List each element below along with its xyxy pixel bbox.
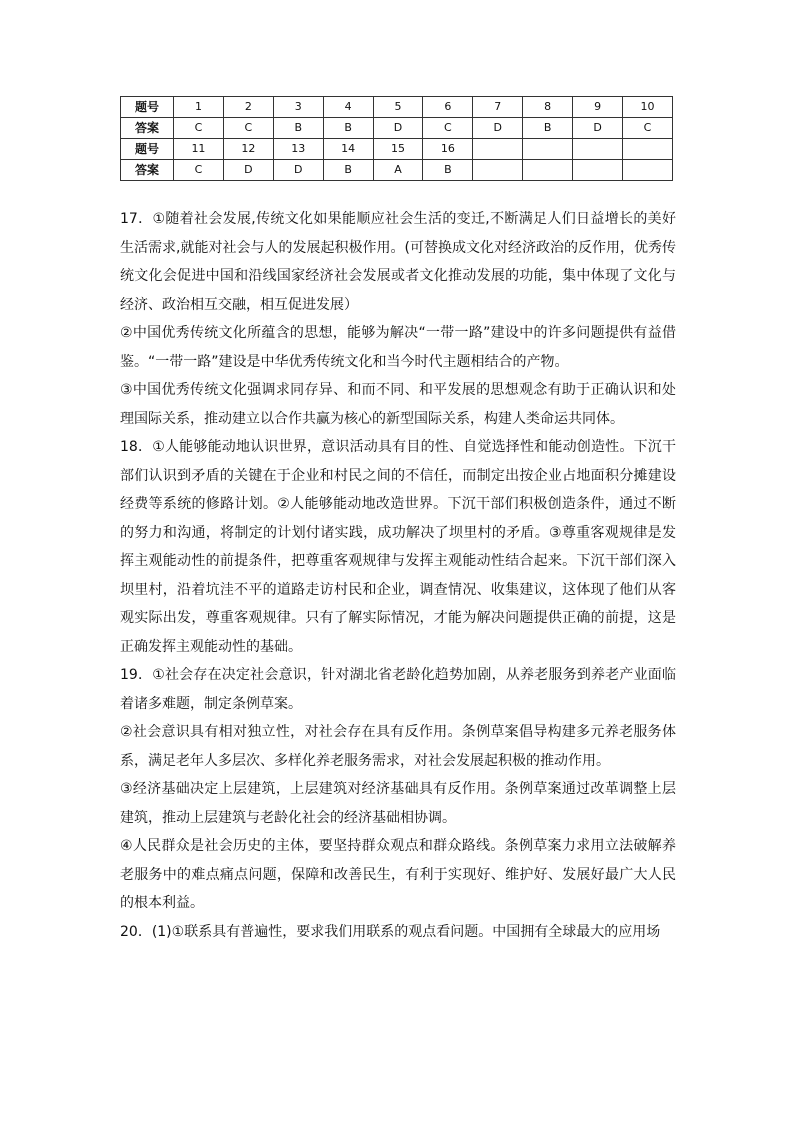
table-row [121, 139, 673, 160]
table-cell: 7 [473, 97, 523, 118]
table-cell: 12 [223, 139, 273, 160]
table-cell [473, 160, 523, 181]
table-cell: 14 [323, 139, 373, 160]
table-cell: 15 [373, 139, 423, 160]
table-cell: 16 [423, 139, 473, 160]
table-cell: C [423, 118, 473, 139]
table-cell: B [323, 118, 373, 139]
answer-19-point-1: 19．①社会存在决定社会意识，针对湖北省老龄化趋势加剧，从养老服务到养老产业面临着诸多难题，制定条例草案。 [120, 667, 676, 712]
table-cell: 2 [223, 97, 273, 118]
table-cell: D [273, 160, 323, 181]
table-cell: 9 [573, 97, 623, 118]
table-cell: 10 [623, 97, 673, 118]
table-cell: 5 [373, 97, 423, 118]
table-cell [573, 139, 623, 160]
answer-explanations [120, 205, 676, 946]
table-row [121, 118, 673, 139]
header-cell: 答案 [121, 160, 174, 181]
table-cell [523, 139, 573, 160]
table-cell: 6 [423, 97, 473, 118]
header-cell: 题号 [121, 139, 174, 160]
table-cell [623, 139, 673, 160]
table-cell [623, 160, 673, 181]
table-cell: 8 [523, 97, 573, 118]
table-cell: B [523, 118, 573, 139]
table-cell: C [174, 160, 224, 181]
table-cell: D [473, 118, 523, 139]
table-cell: 4 [323, 97, 373, 118]
table-cell: B [423, 160, 473, 181]
table-row [121, 97, 673, 118]
table-cell: 11 [174, 139, 224, 160]
answer-20-part-1: 20．(1)①联系具有普遍性，要求我们用联系的观点看问题。中国拥有全球最大的应用场 [120, 923, 661, 940]
answer-17-point-1: 17．①随着社会发展,传统文化如果能顺应社会生活的变迁,不断满足人们日益增长的美好生活需求,就能对社会与人的发展起积极作用。(可替换成文化对经济政治的反作用，优秀传统文化会促进中国和沿线国家经济社会发展或者文化推动发展的功能，集中体现了文化与经济、政治相互交融，相互促进发展） [120, 211, 676, 313]
table-cell: D [373, 118, 423, 139]
table-cell: 13 [273, 139, 323, 160]
table-row [121, 160, 673, 181]
header-cell: 题号 [121, 97, 174, 118]
answer-18: 18．①人能够能动地认识世界，意识活动具有目的性、自觉选择性和能动创造性。下沉干部们认识到矛盾的关键在于企业和村民之间的不信任，而制定出按企业占地面积分摊建设经费等系统的修路计划。②人能够能动地改造世界。下沉干部们积极创造条件，通过不断的努力和沟通，将制定的计划付诸实践，成功解决了坝里村的矛盾。③尊重客观规律是发挥主观能动性的前提条件，把尊重客观规律与发挥主观能动性结合起来。下沉干部们深入坝里村，沿着坑洼不平的道路走访村民和企业，调查情况、收集建议，这体现了他们从客观实际出发，尊重客观规律。只有了解实际情况，才能为解决问题提供正确的前提，这是正确发挥主观能动性的基础。 [120, 439, 676, 655]
table-cell: 3 [273, 97, 323, 118]
table-cell: C [623, 118, 673, 139]
answer-19-point-4: ④人民群众是社会历史的主体，要坚持群众观点和群众路线。条例草案力求用立法破解养老服务中的难点痛点问题，保障和改善民生，有利于实现好、维护好、发展好最广大人民的根本利益。 [120, 838, 676, 911]
table-cell: C [223, 118, 273, 139]
answer-table [120, 96, 673, 181]
answer-19-point-2: ②社会意识具有相对独立性，对社会存在具有反作用。条例草案倡导构建多元养老服务体系，满足老年人多层次、多样化养老服务需求，对社会发展起积极的推动作用。 [120, 724, 676, 769]
answer-19-point-3: ③经济基础决定上层建筑，上层建筑对经济基础具有反作用。条例草案通过改革调整上层建筑，推动上层建筑与老龄化社会的经济基础相协调。 [120, 781, 676, 826]
table-cell [573, 160, 623, 181]
table-cell: D [573, 118, 623, 139]
header-cell: 答案 [121, 118, 174, 139]
table-cell [473, 139, 523, 160]
table-cell: D [223, 160, 273, 181]
table-cell [523, 160, 573, 181]
table-cell: B [273, 118, 323, 139]
answer-17-point-2: ②中国优秀传统文化所蕴含的思想，能够为解决“一带一路”建设中的许多问题提供有益借鉴。“一带一路”建设是中华优秀传统文化和当今时代主题相结合的产物。 [120, 325, 676, 370]
table-cell: 1 [174, 97, 224, 118]
table-cell: C [174, 118, 224, 139]
table-cell: B [323, 160, 373, 181]
table-cell: A [373, 160, 423, 181]
answer-17-point-3: ③中国优秀传统文化强调求同存异、和而不同、和平发展的思想观念有助于正确认识和处理国际关系，推动建立以合作共赢为核心的新型国际关系，构建人类命运共同体。 [120, 382, 676, 427]
